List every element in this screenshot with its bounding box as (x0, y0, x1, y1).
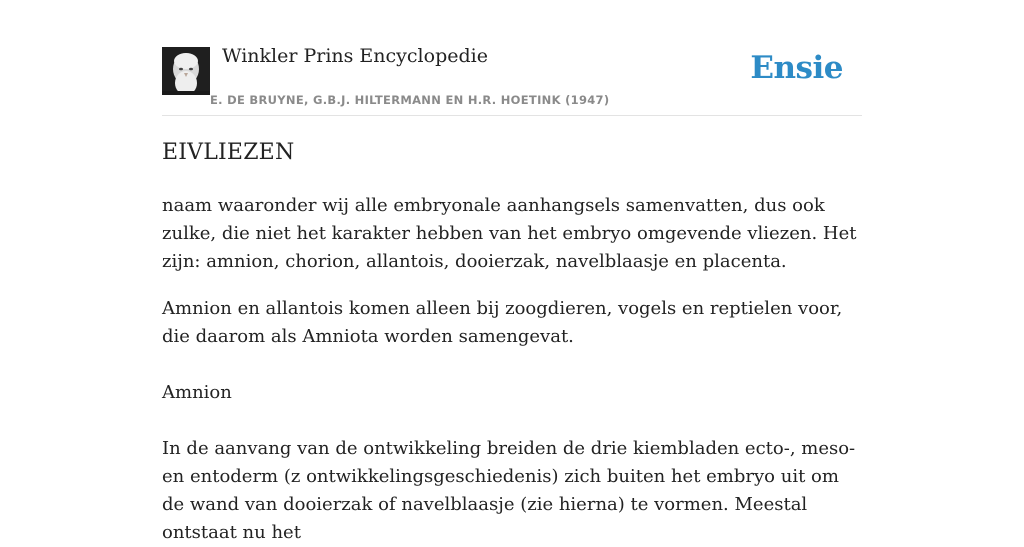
article-container (162, 0, 862, 543)
source-title[interactable]: Winkler Prins Encyclopedie (222, 45, 488, 67)
author-portrait-icon (162, 47, 210, 95)
paragraph: naam waaronder wij alle embryonale aanhangsels samenvatten, dus ook zulke, die niet het karakter hebben van het embryo omgevende vliezen. Het zijn: amnion, chorion, allantois, dooierzak, navelblaasje en placenta. (162, 195, 857, 272)
avatar[interactable] (162, 47, 210, 95)
paragraph: In de aanvang van de ontwikkeling breiden de drie kiembladen ecto-, meso- en entoderm (z ontwikkelingsgeschiedenis) zich buiten het embryo uit om de wand van dooierzak of navelblaasje (zie hierna) te vormen. Meestal ontstaat nu het (162, 438, 856, 543)
source-header (162, 0, 862, 116)
paragraph: Amnion en allantois komen alleen bij zoogdieren, vogels en reptielen voor, die daarom als Amniota worden samengevat. (162, 298, 843, 347)
section-subheading: Amnion (162, 382, 232, 403)
brand-logo[interactable]: Ensie (750, 50, 843, 86)
page-title: EIVLIEZEN (162, 140, 295, 165)
source-authors: E. DE BRUYNE, G.B.J. HILTERMANN EN H.R. HOETINK (1947) (210, 93, 610, 107)
